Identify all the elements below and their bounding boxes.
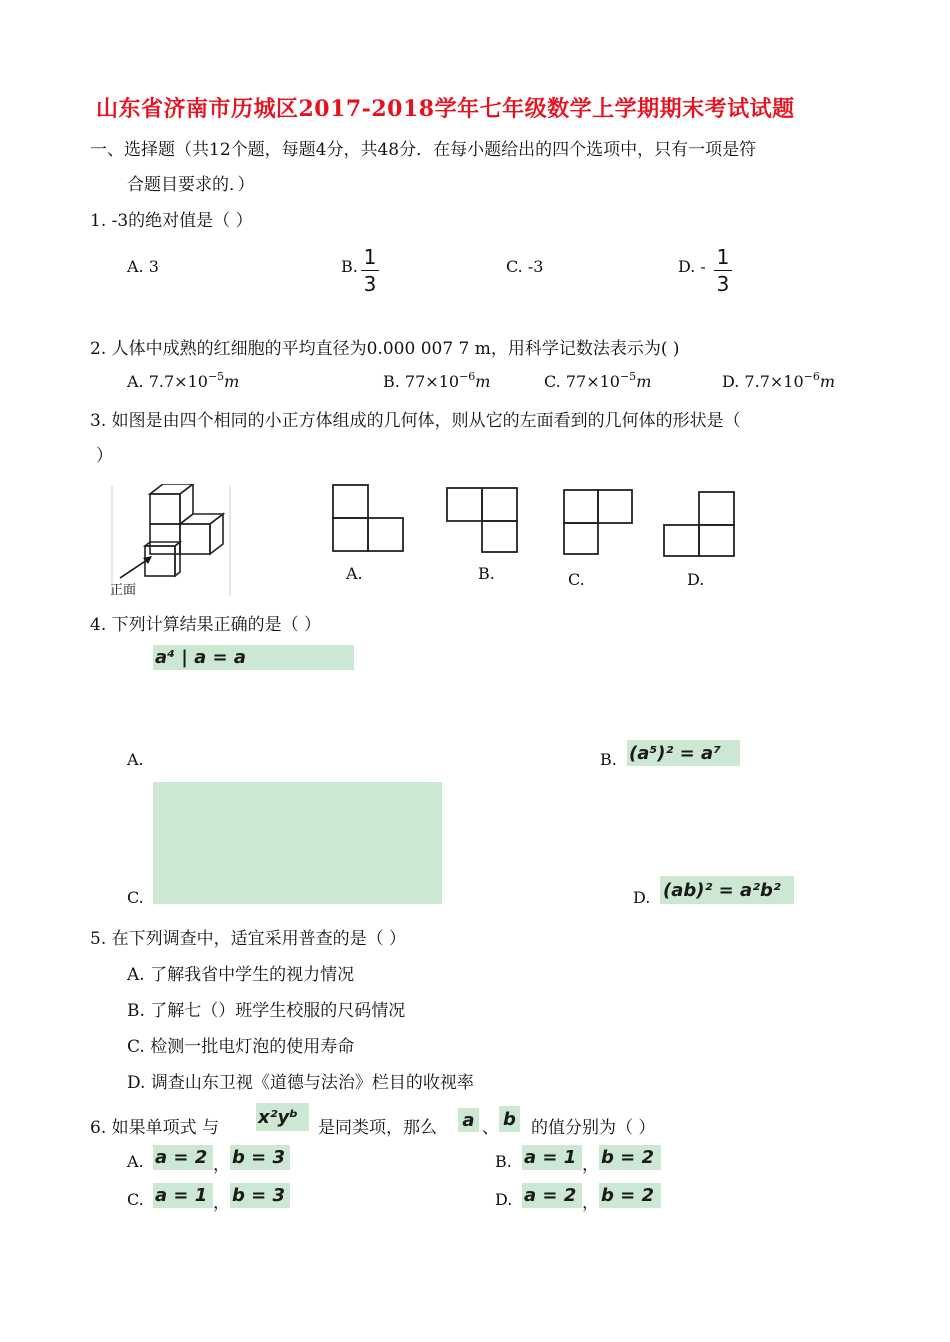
q6-option-a-formula1: a = 2 bbox=[153, 1145, 213, 1170]
fraction-numerator: 1 bbox=[716, 245, 730, 269]
q2-c-exponent: −5 bbox=[619, 370, 637, 383]
q4-option-d-formula: (ab)² = a²b² bbox=[660, 876, 794, 904]
view-square bbox=[482, 488, 517, 521]
q6-stem-part3: 的值分别为（ ） bbox=[531, 1118, 656, 1138]
q6-option-a-formula2: b = 3 bbox=[230, 1145, 290, 1170]
q6-option-b-label: B. bbox=[495, 1152, 512, 1171]
cube-face bbox=[180, 524, 210, 554]
q6-stem-part1: 6. 如果单项式 与 bbox=[90, 1118, 220, 1138]
q3-option-a-figure bbox=[330, 482, 406, 554]
view-square bbox=[664, 525, 699, 556]
q6-option-b-comma: ， bbox=[582, 1155, 599, 1175]
page-title: 山东省济南市历城区2017-2018学年七年级数学上学期期末考试试题 bbox=[96, 96, 795, 122]
q4-option-d-label: D. bbox=[633, 888, 651, 907]
q2-c-unit: m bbox=[636, 372, 652, 391]
q2-b-exponent: −6 bbox=[459, 370, 476, 383]
q6-option-d-label: D. bbox=[495, 1190, 513, 1209]
q6-option-c-comma: ， bbox=[213, 1193, 230, 1213]
q3-option-a-label: A. bbox=[346, 564, 363, 583]
q3-option-c-figure bbox=[561, 487, 635, 557]
q6-monomial: x²yᵇ bbox=[256, 1103, 309, 1131]
q6-option-d-formula2: b = 2 bbox=[599, 1183, 661, 1208]
q3-stem-line2: ） bbox=[96, 446, 113, 466]
cube-face bbox=[175, 542, 180, 576]
q6-separator: 、 bbox=[482, 1118, 499, 1138]
q6-var-b: b bbox=[499, 1106, 520, 1132]
section-heading-line2: 合题目要求的．） bbox=[127, 175, 255, 195]
q6-option-d-formula1: a = 2 bbox=[522, 1183, 582, 1208]
q2-stem: 2. 人体中成熟的红细胞的平均直径为0.000 007 7 m，用科学记数法表示为( ) bbox=[90, 339, 680, 359]
view-square bbox=[482, 521, 517, 552]
cube-figure bbox=[108, 484, 234, 598]
view-square bbox=[564, 490, 598, 523]
q3-option-b-label: B. bbox=[478, 564, 495, 583]
q1-option-c: C. -3 bbox=[506, 257, 544, 276]
q4-option-a-label: A. bbox=[127, 750, 144, 769]
q6-option-c-formula2: b = 3 bbox=[230, 1183, 290, 1208]
q4-top-formula: a⁴ | a = a bbox=[153, 645, 354, 670]
q3-option-c-label: C. bbox=[568, 570, 585, 589]
q6-option-b-formula2: b = 2 bbox=[599, 1145, 661, 1170]
q1-option-b-fraction bbox=[361, 246, 379, 295]
fraction-bar bbox=[714, 270, 732, 271]
view-square bbox=[447, 488, 482, 521]
q2-option-b bbox=[383, 370, 490, 391]
q6-option-b-formula1: a = 1 bbox=[522, 1145, 582, 1170]
view-square bbox=[333, 518, 368, 551]
q1-option-b-label: B. bbox=[341, 257, 358, 276]
q4-option-b-label: B. bbox=[600, 750, 617, 769]
view-square bbox=[598, 490, 632, 523]
view-square bbox=[699, 525, 734, 556]
q6-option-d-comma: ， bbox=[582, 1193, 599, 1213]
q5-option-a: A. 了解我省中学生的视力情况 bbox=[127, 965, 355, 985]
q6-option-a-comma: ， bbox=[213, 1155, 230, 1175]
q1-option-d-fraction bbox=[714, 246, 732, 295]
fraction-denominator: 3 bbox=[716, 272, 730, 296]
q4-option-c-label: C. bbox=[127, 888, 144, 907]
q6-option-a-label: A. bbox=[127, 1152, 144, 1171]
q2-d-exponent: −6 bbox=[803, 370, 820, 383]
q5-stem: 5. 在下列调查中，适宜采用普查的是（ ） bbox=[90, 929, 407, 949]
q2-option-a bbox=[127, 370, 239, 391]
q4-option-a-formula-placeholder bbox=[153, 782, 442, 904]
q2-d-base: D. 7.7×10 bbox=[722, 372, 804, 391]
q2-option-c bbox=[544, 370, 651, 391]
q2-a-unit: m bbox=[224, 372, 240, 391]
front-label: 正面 bbox=[110, 583, 137, 598]
q3-option-d-figure bbox=[661, 489, 737, 559]
q6-stem-part2: 是同类项，那么 bbox=[318, 1118, 437, 1138]
q1-option-d-label: D. - bbox=[678, 257, 706, 276]
q3-stem-line1: 3. 如图是由四个相同的小正方体组成的几何体，则从它的左面看到的几何体的形状是（ bbox=[90, 411, 741, 431]
view-square bbox=[333, 485, 368, 518]
q3-option-d-label: D. bbox=[687, 570, 705, 589]
cube-face bbox=[150, 494, 180, 524]
q2-option-d bbox=[722, 370, 835, 391]
cube-face bbox=[210, 514, 223, 554]
q6-option-c-label: C. bbox=[127, 1190, 144, 1209]
q2-b-base: B. 77×10 bbox=[383, 372, 460, 391]
view-square bbox=[699, 492, 734, 525]
q4-option-b-formula: (a⁵)² = a⁷ bbox=[627, 740, 740, 766]
fraction-denominator: 3 bbox=[363, 272, 377, 296]
q2-c-base: C. 77×10 bbox=[544, 372, 620, 391]
q1-option-a: A. 3 bbox=[127, 257, 159, 276]
q2-b-unit: m bbox=[475, 372, 491, 391]
fraction-numerator: 1 bbox=[363, 245, 377, 269]
q2-a-exponent: −5 bbox=[207, 370, 225, 383]
q2-d-unit: m bbox=[819, 372, 836, 391]
q1-stem: 1. -3的绝对值是（ ） bbox=[90, 211, 253, 231]
view-square bbox=[368, 518, 403, 551]
q5-option-c: C. 检测一批电灯泡的使用寿命 bbox=[127, 1037, 355, 1057]
q5-option-d: D. 调查山东卫视《道德与法治》栏目的收视率 bbox=[127, 1073, 474, 1093]
fraction-bar bbox=[361, 270, 379, 271]
q3-option-b-figure bbox=[444, 485, 520, 555]
view-square bbox=[564, 523, 598, 554]
q4-stem: 4. 下列计算结果正确的是（ ） bbox=[90, 615, 322, 635]
q5-option-b: B. 了解七（）班学生校服的尺码情况 bbox=[127, 1001, 406, 1021]
q2-a-base: A. 7.7×10 bbox=[127, 372, 208, 391]
q6-option-c-formula1: a = 1 bbox=[153, 1183, 213, 1208]
q6-var-a: a bbox=[458, 1108, 479, 1132]
section-heading-line1: 一、选择题（共12个题，每题4分，共48分．在每小题给出的四个选项中，只有一项是符 bbox=[90, 140, 757, 160]
